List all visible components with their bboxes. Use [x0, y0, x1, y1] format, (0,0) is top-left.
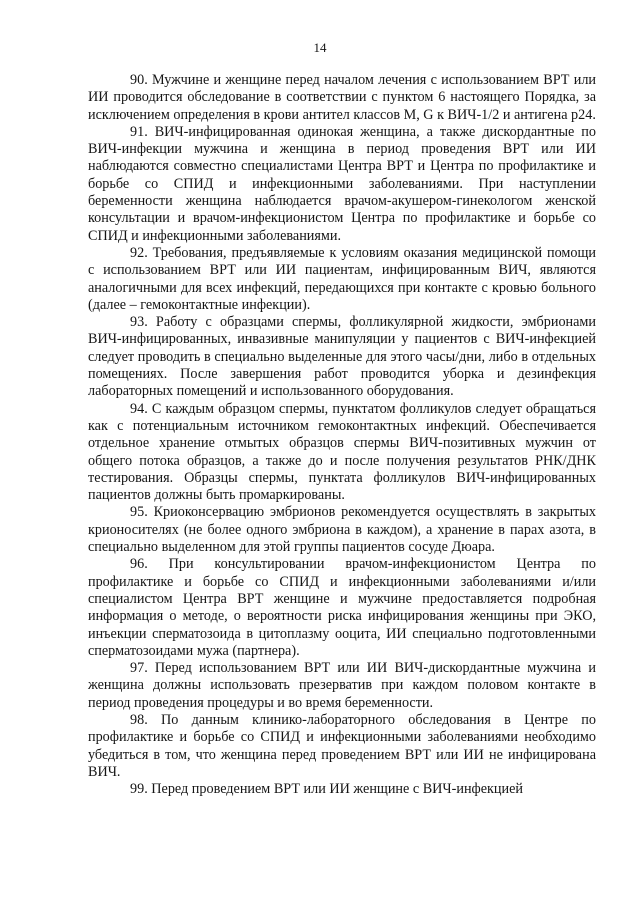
paragraph-92: 92. Требования, предъявляемые к условиям оказания медицинской помощи с использованием ВРТ или ИИ пациентам, инфицированным ВИЧ, являются аналогичными для всех инфекций, передающихся при контакте с кровью больного (далее – гемоконтактные инфекции).	[88, 244, 596, 313]
paragraph-91: 91. ВИЧ-инфицированная одинокая женщина, а также дискордантные по ВИЧ-инфекции мужчина и женщина в период проведения ВРТ или ИИ наблюдаются совместно специалистами Центра ВРТ и Центра по профилактике и борьбе со СПИД и инфекционными заболеваниями. При наступлении беременности женщина наблюдается врачом-акушером-гинекологом женской консультации и врачом-инфекционистом Центра по профилактике и борьбе со СПИД и инфекционными заболеваниями.	[88, 123, 596, 244]
paragraph-96: 96. При консультировании врачом-инфекционистом Центра по профилактике и борьбе со СПИД и инфекционными заболеваниями и/или специалистом Центра ВРТ женщине и мужчине предоставляется подробная информация о методе, о вероятности риска инфицирования женщины при ЭКО, инъекции сперматозоида в цитоплазму ооцита, ИИ специально подготовленными сперматозоидами мужа (партнера).	[88, 556, 596, 659]
paragraph-93: 93. Работу с образцами спермы, фолликулярной жидкости, эмбрионами ВИЧ-инфицированных, инвазивные манипуляции у пациентов с ВИЧ-инфекцией следует проводить в специально выделенные для этого часы/дни, либо в отдельных помещениях. После завершения работ проводится уборка и дезинфекция лабораторных помещений и использованного оборудования.	[88, 314, 596, 400]
page-number: 14	[313, 40, 327, 55]
paragraph-98: 98. По данным клинико-лабораторного обследования в Центре по профилактике и борьбе со СПИД и инфекционными заболеваниями необходимо убедиться в том, что женщина перед проведением ВРТ или ИИ не инфицирована ВИЧ.	[88, 711, 596, 780]
paragraph-95: 95. Криоконсервацию эмбрионов рекомендуется осуществлять в закрытых крионосителях (не более одного эмбриона в каждом), а хранение в парах азота, в специально выделенном для этой группы пациентов сосуде Дюара.	[88, 504, 596, 556]
paragraph-99: 99. Перед проведением ВРТ или ИИ женщине с ВИЧ-инфекцией	[130, 781, 524, 798]
paragraph-97: 97. Перед использованием ВРТ или ИИ ВИЧ-дискордантные мужчина и женщина должны использовать презерватив при каждом половом контакте в период проведения процедуры и во время беременности.	[88, 660, 596, 711]
paragraph-94: 94. С каждым образцом спермы, пунктатом фолликулов следует обращаться как с потенциальным источником гемоконтактных инфекций. Обеспечивается отдельное хранение отмытых образцов спермы ВИЧ-позитивных мужчин от общего потока образцов, а также до и после получения результатов РНК/ДНК тестирования. Образцы спермы, пунктата фолликулов ВИЧ-инфицированных пациентов должны быть промаркированы.	[88, 400, 596, 504]
paragraph-90: 90. Мужчине и женщине перед началом лечения с использованием ВРТ или ИИ проводится обследование в соответствии с пунктом 6 настоящего Порядка, за исключением определения в крови антител классов M, G к ВИЧ-1/2 и антигена p24.	[88, 72, 596, 123]
document-body	[88, 72, 596, 798]
